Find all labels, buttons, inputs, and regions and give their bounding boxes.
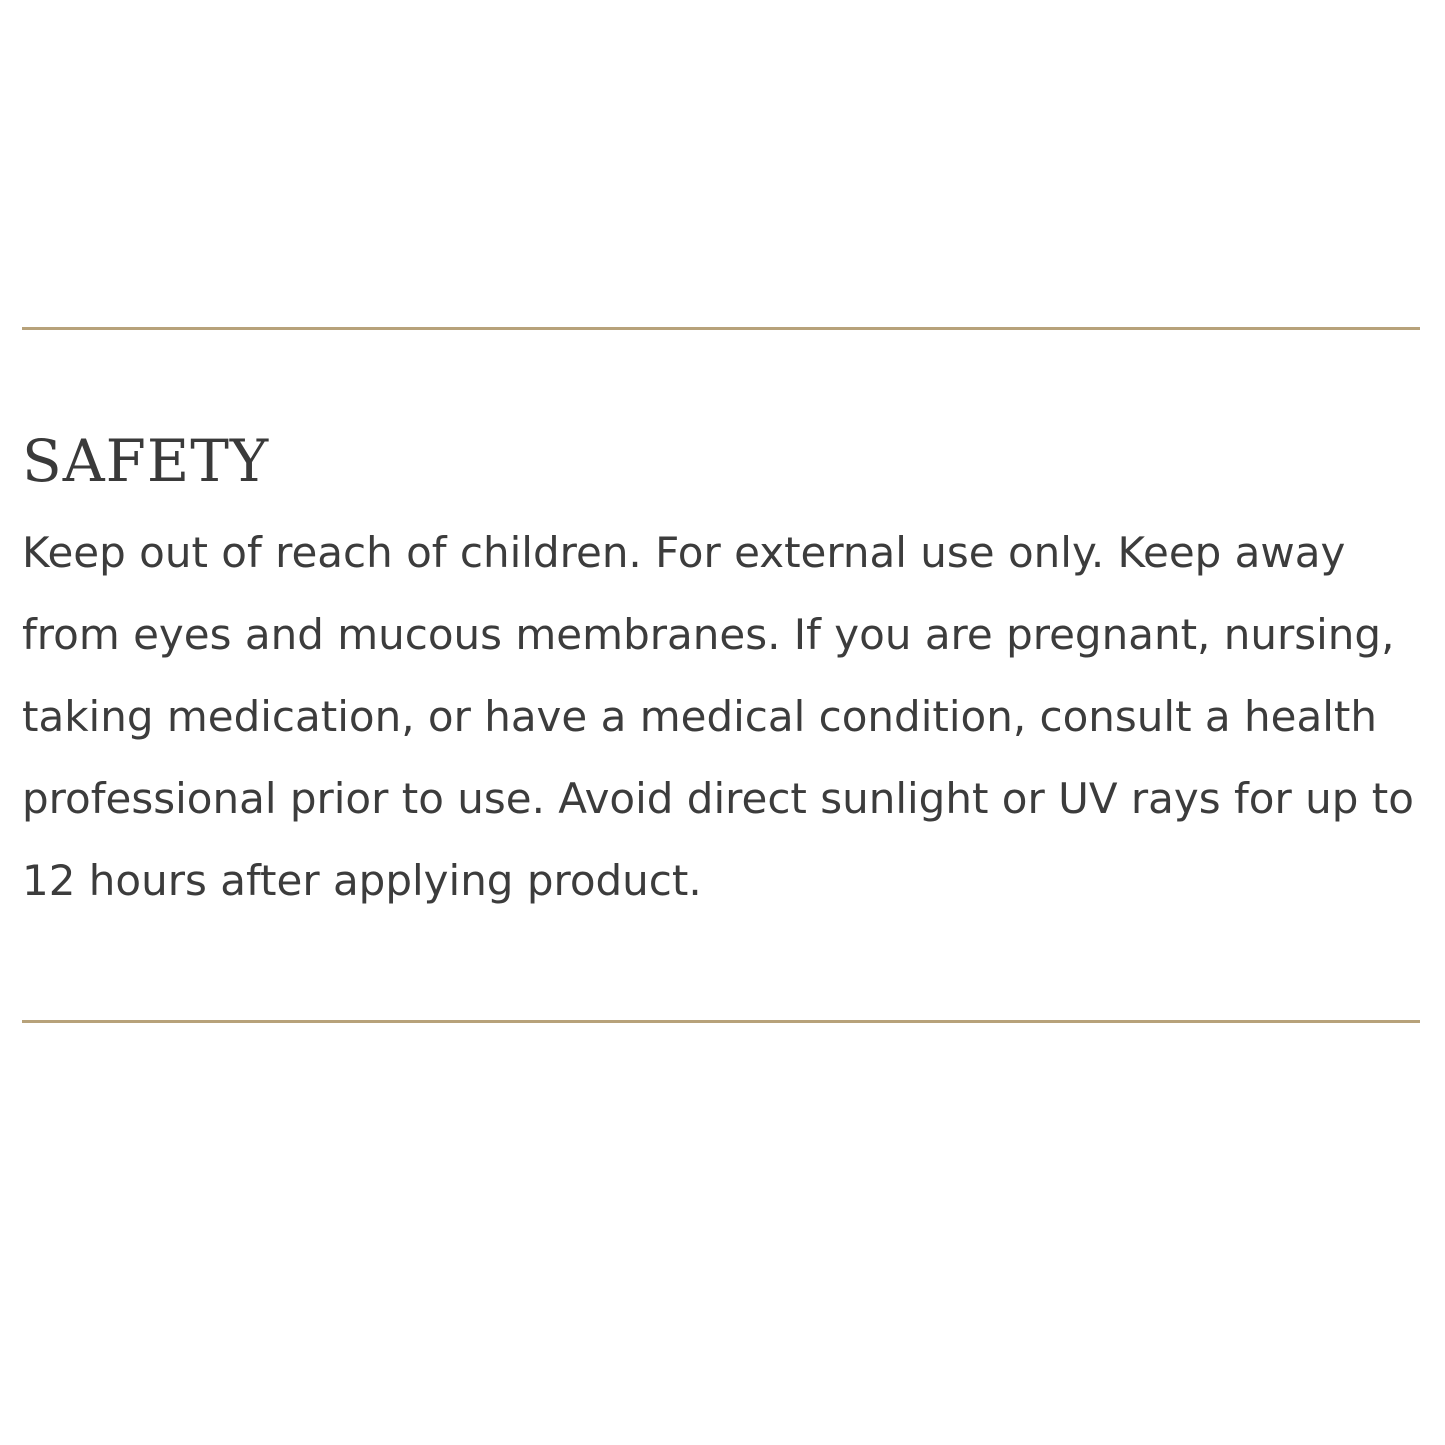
section-body: Keep out of reach of children. For external use only. Keep away from eyes and mucous membranes. If you are pregnant, nursing, taking medication, or have a medical condition, consult a health professional prior to use. Avoid direct sunlight or UV rays for up to 12 hours after applying product. xyxy=(22,528,1414,905)
top-divider xyxy=(22,327,1420,330)
section-heading: SAFETY xyxy=(22,427,270,495)
bottom-divider xyxy=(22,1020,1420,1023)
safety-section xyxy=(22,327,1420,1023)
